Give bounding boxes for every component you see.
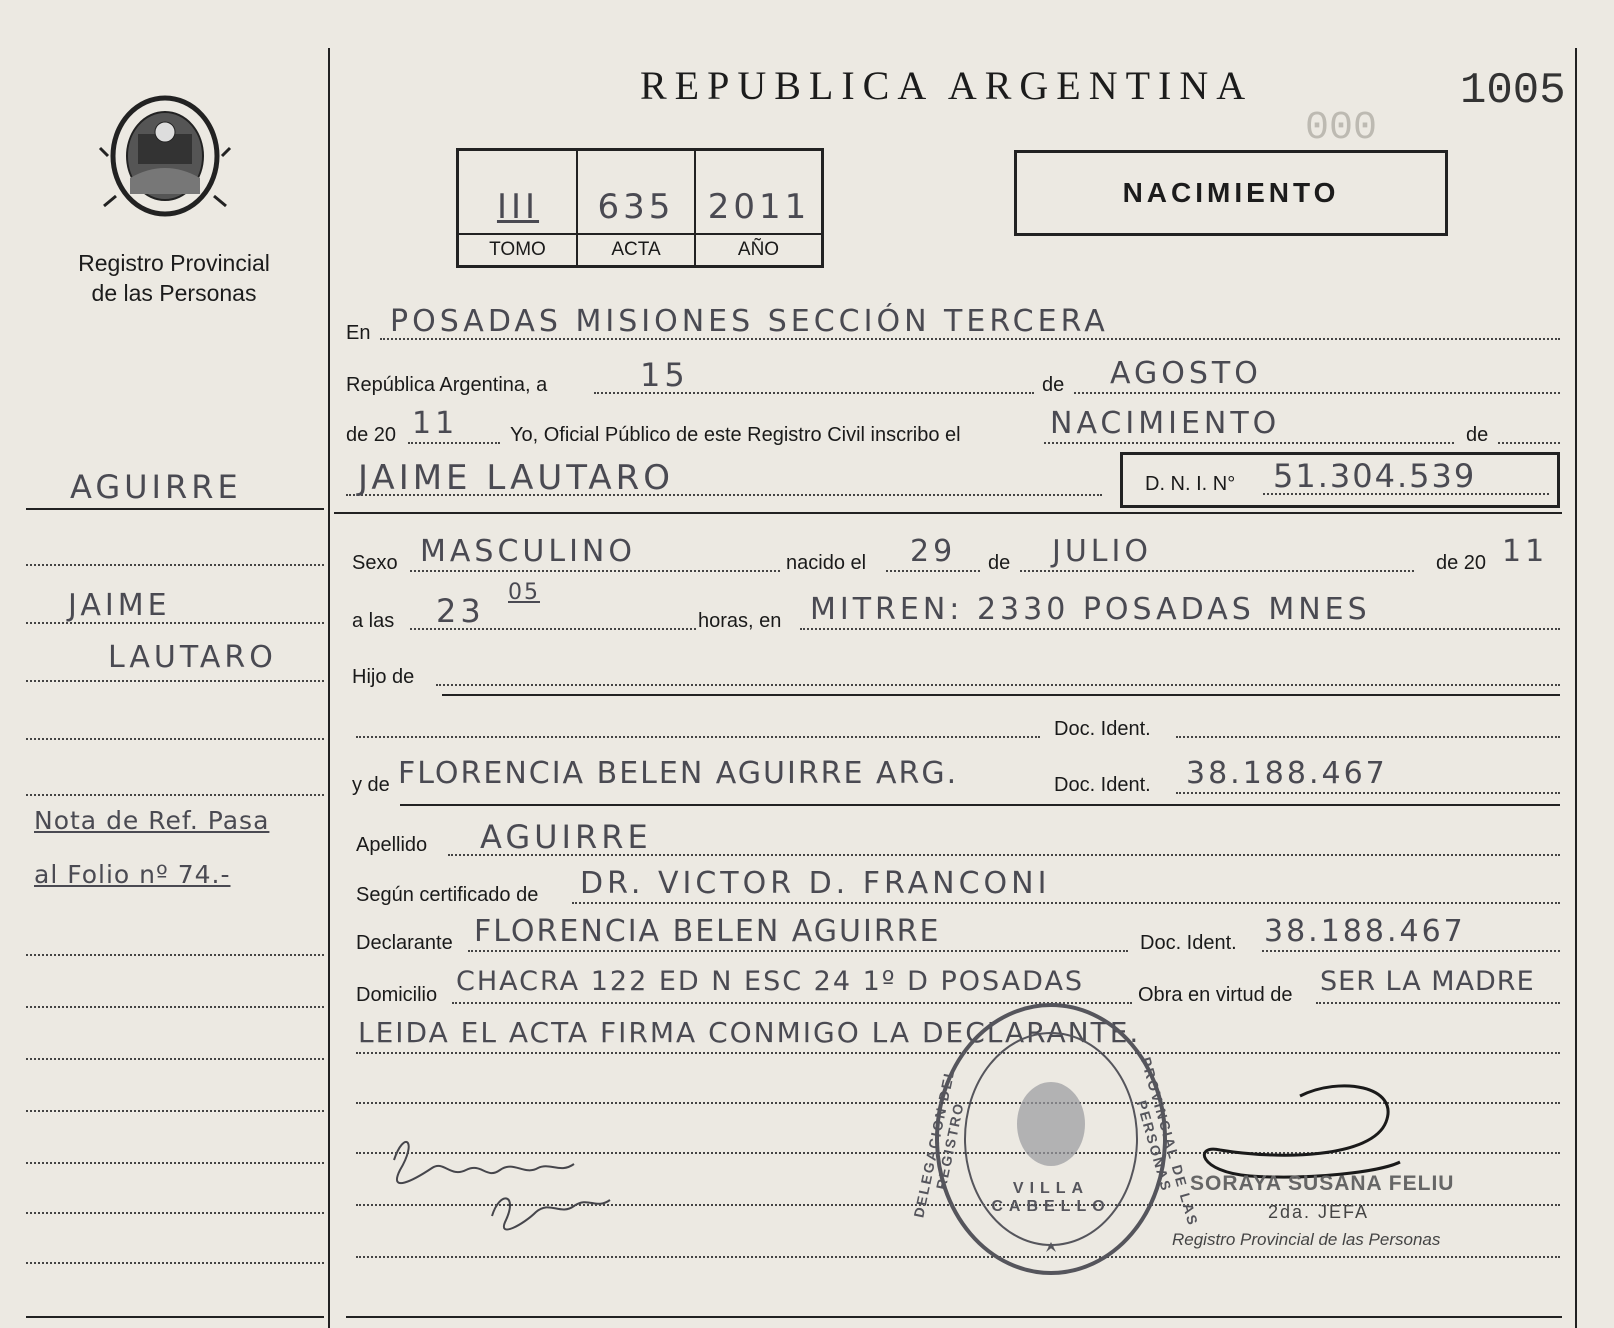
value-dia: 15 — [640, 356, 689, 394]
line-medico — [572, 902, 1560, 904]
value-mes: AGOSTO — [1110, 356, 1262, 391]
line-sexo — [410, 570, 780, 572]
value-domicilio: CHACRA 122 ED N ESC 24 1º D POSADAS — [456, 966, 1085, 997]
tomo-header: TOMO — [489, 239, 546, 260]
rule-madre — [400, 804, 1560, 806]
line-nac-mes — [1020, 570, 1414, 572]
value-dni: 51.304.539 — [1273, 457, 1477, 495]
label-domicilio: Domicilio — [356, 984, 438, 1006]
margin-dots-1 — [26, 564, 324, 566]
value-nac-mes: JULIO — [1052, 534, 1152, 569]
line-declarante — [468, 950, 1128, 952]
label-doc-ident-3: Doc. Ident. — [1140, 932, 1237, 954]
stamp-center: VILLA CABELLO — [991, 1180, 1111, 1215]
value-nombre: JAIME LAUTARO — [358, 458, 674, 498]
label-en: En — [346, 322, 371, 344]
anio-value: 2011 — [707, 187, 811, 227]
line-declarante-doc — [1262, 950, 1560, 952]
stamp-right-arc: PROVINCIAL DE LAS PERSONAS — [1133, 1055, 1202, 1229]
margin-dots-8 — [26, 1058, 324, 1060]
margin-dots-12 — [26, 1262, 324, 1264]
value-apellido: AGUIRRE — [480, 818, 652, 856]
label-dni: D. N. I. N° — [1145, 473, 1236, 495]
value-anio: 11 — [412, 406, 459, 441]
registry-seal — [98, 86, 232, 226]
column-divider — [328, 48, 330, 1328]
label-declarante: Declarante — [356, 932, 453, 954]
value-lugar: POSADAS MISIONES SECCIÓN TERCERA — [390, 304, 1109, 339]
anio-header: AÑO — [737, 239, 780, 260]
official-org: Registro Provincial de las Personas — [1172, 1230, 1441, 1249]
margin-note-2: al Folio nº 74.- — [34, 860, 231, 889]
line-nac-dia — [886, 570, 980, 572]
value-nac-dia: 29 — [910, 534, 957, 569]
label-de-3: de — [988, 552, 1011, 574]
margin-bottom-line — [26, 1316, 324, 1318]
label-de-1: de — [1042, 374, 1065, 396]
margin-dots-5 — [26, 794, 324, 796]
label-republica: República Argentina, a — [346, 374, 548, 396]
registry-name-line1: Registro Provincial — [78, 250, 270, 276]
acta-value: 635 — [597, 187, 675, 227]
line-obra — [1316, 1002, 1560, 1004]
declarant-signature — [374, 1120, 644, 1250]
margin-given-1: JAIME — [68, 588, 171, 623]
value-hora: 23 — [436, 592, 485, 630]
stamp-left-arc: DELEGACION DEL REGISTRO — [910, 1065, 967, 1219]
margin-surname: AGUIRRE — [70, 468, 242, 506]
margin-dots-4 — [26, 738, 324, 740]
margin-given-2: LAUTARO — [108, 640, 277, 675]
rule-after-dni — [334, 512, 1562, 514]
line-de-2-tail — [1498, 442, 1560, 444]
margin-note-1: Nota de Ref. Pasa — [34, 806, 270, 835]
value-minutos: 05 — [508, 580, 540, 605]
label-doc-ident-2: Doc. Ident. — [1054, 774, 1151, 796]
value-medico: DR. VICTOR D. FRANCONI — [580, 866, 1051, 901]
document-title: REPUBLICA ARGENTINA — [640, 63, 1254, 108]
margin-dots-10 — [26, 1162, 324, 1164]
margin-dots-3 — [26, 680, 324, 682]
label-doc-ident-1: Doc. Ident. — [1054, 718, 1151, 740]
value-declarante-doc: 38.188.467 — [1264, 914, 1466, 949]
tomo-value: III — [496, 187, 540, 227]
label-de-2: de — [1466, 424, 1489, 446]
line-padre-doc — [356, 736, 1040, 738]
label-yo: Yo, Oficial Público de este Registro Civil inscribo el — [510, 424, 961, 446]
registry-name-line2: de las Personas — [91, 280, 257, 306]
value-lectura: LEIDA EL ACTA FIRMA CONMIGO LA DECLARANTE. — [358, 1016, 1141, 1049]
margin-dots-9 — [26, 1110, 324, 1112]
page-number: 1005 — [1460, 66, 1566, 116]
value-madre-doc: 38.188.467 — [1186, 756, 1388, 791]
bottom-rule — [346, 1316, 1562, 1318]
label-obra: Obra en virtud de — [1138, 984, 1293, 1006]
oval-stamp — [910, 994, 1202, 1284]
value-nac-anio: 11 — [1502, 534, 1549, 569]
acta-header: ACTA — [611, 239, 661, 260]
value-lugar-nac: MITREN: 2330 POSADAS MNES — [810, 592, 1371, 627]
line-mes — [1074, 392, 1560, 394]
value-sexo: MASCULINO — [420, 534, 636, 569]
value-obra: SER LA MADRE — [1320, 966, 1535, 997]
margin-dots-6 — [26, 954, 324, 956]
label-sexo: Sexo — [352, 552, 398, 574]
margin-dots-2 — [26, 622, 324, 624]
faint-stamp: 000 — [1305, 106, 1378, 151]
right-border — [1575, 48, 1577, 1328]
label-nacido: nacido el — [786, 552, 867, 574]
label-de20-2: de 20 — [1436, 552, 1487, 574]
official-name: SORAYA SUSANA FELIU — [1190, 1172, 1455, 1195]
line-padre-doc-num — [1176, 736, 1560, 738]
record-type: NACIMIENTO — [1122, 177, 1340, 208]
official-role: 2da. JEFA — [1268, 1202, 1370, 1222]
rule-hijo — [442, 694, 1560, 696]
value-declarante: FLORENCIA BELEN AGUIRRE — [474, 914, 941, 949]
official-signature — [1190, 1076, 1420, 1186]
margin-surname-line — [26, 508, 324, 510]
margin-dots-11 — [26, 1212, 324, 1214]
label-segun: Según certificado de — [356, 884, 539, 906]
dni-box — [1120, 452, 1560, 508]
label-alas: a las — [352, 610, 395, 632]
record-type-box — [1014, 150, 1448, 236]
line-madre-doc — [1176, 792, 1560, 794]
label-yde: y de — [352, 774, 390, 796]
margin-dots-7 — [26, 1006, 324, 1008]
value-hecho: NACIMIENTO — [1050, 406, 1281, 441]
record-box — [456, 148, 824, 268]
line-hijo — [436, 684, 1560, 686]
line-hecho — [1044, 442, 1454, 444]
label-hijo: Hijo de — [352, 666, 415, 688]
label-horas: horas, en — [698, 610, 782, 632]
line-anio — [408, 442, 500, 444]
value-madre: FLORENCIA BELEN AGUIRRE ARG. — [398, 756, 959, 791]
label-de20: de 20 — [346, 424, 397, 446]
label-apellido: Apellido — [356, 834, 428, 856]
line-lugar-nac — [800, 628, 1560, 630]
